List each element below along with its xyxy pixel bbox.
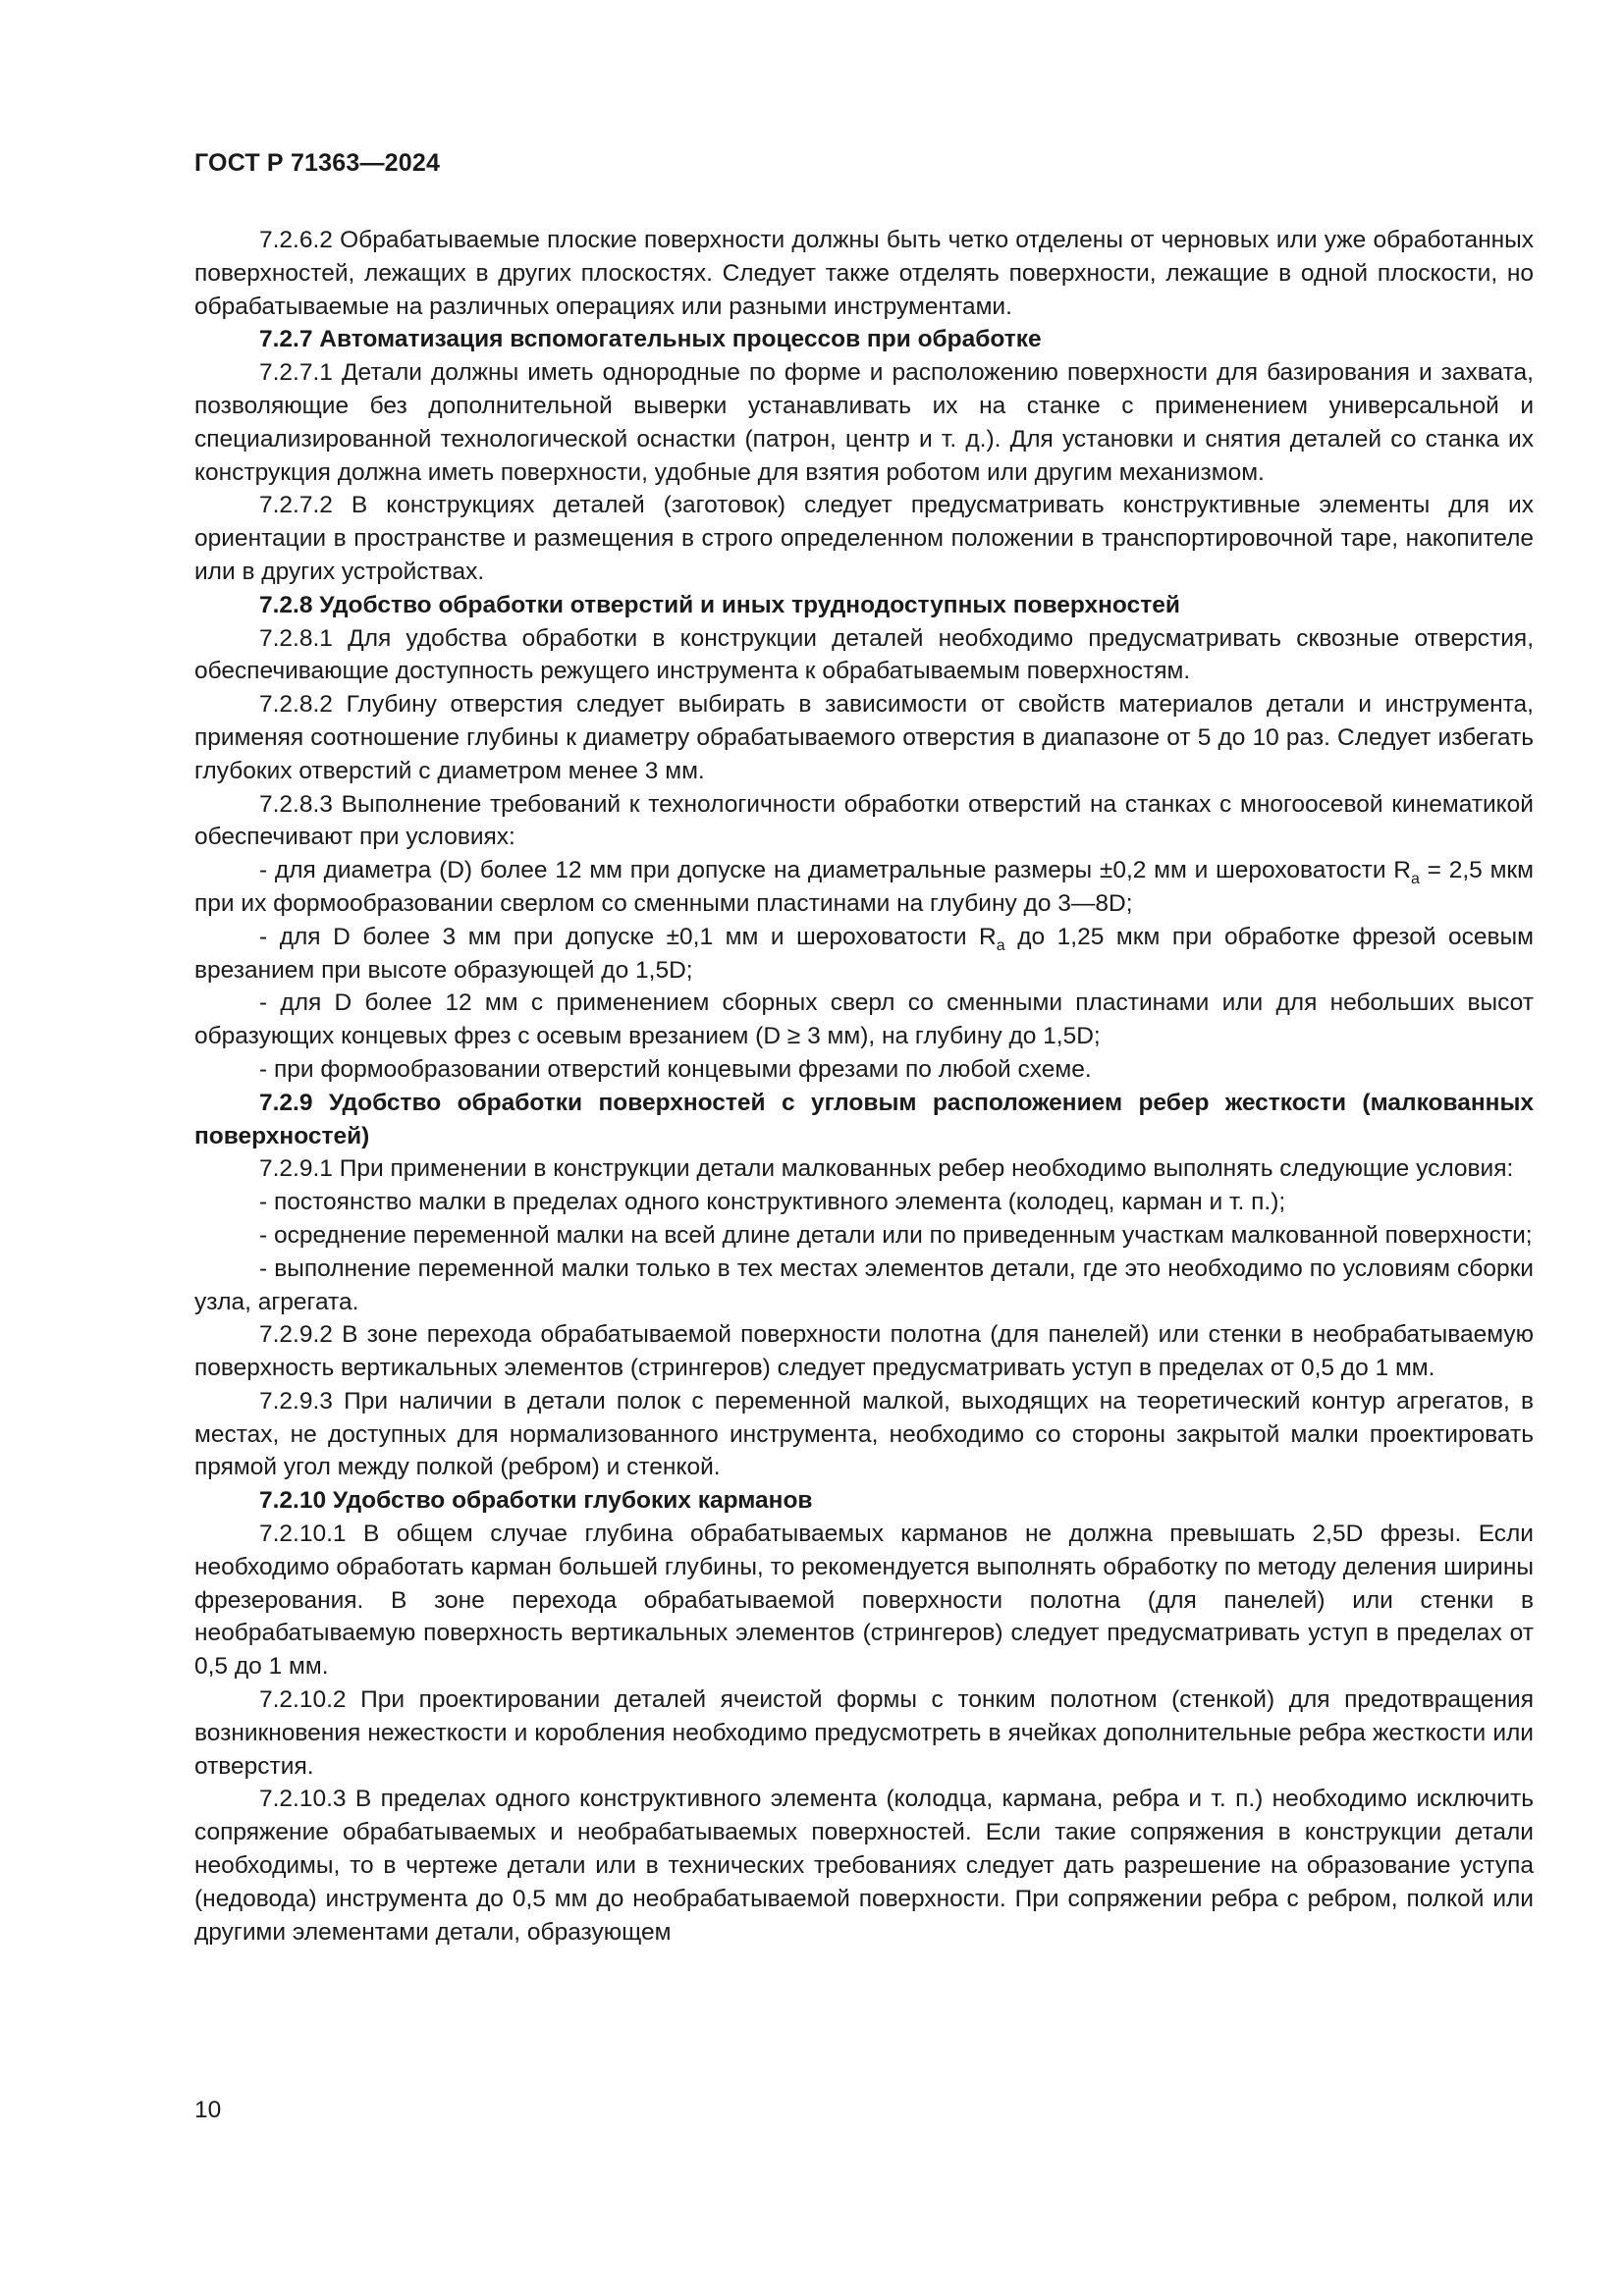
document-body xyxy=(194,224,1534,1949)
list-item-text: до 1,25 мкм при обработке фрезой осевым врезанием при высоте образующей до 1,5D; xyxy=(194,923,1535,984)
list-item-diameter-12mm xyxy=(194,854,1534,921)
subscript: a xyxy=(1410,871,1420,888)
list-item-averaging-bevel: - осреднение переменной малки на всей длине детали или по приведенным участкам малкованной поверхности; xyxy=(259,1221,1533,1249)
paragraph-7-2-9-2: 7.2.9.2 В зоне перехода обрабатываемой поверхности полотна (для панелей) или стенки в необрабатываемую поверхность вертикальных элементов (стрингеров) следует предусматривать уступ в пределах от 0,5 до 1 мм. xyxy=(194,1321,1534,1382)
subscript: a xyxy=(996,936,1005,954)
list-item-text: - для диаметра (D) более 12 мм при допуске на диаметральные размеры ±0,2 мм и шероховатости R xyxy=(259,857,1411,884)
paragraph-7-2-8-3: 7.2.8.3 Выполнение требований к технологичности обработки отверстий на станках с многоосевой кинематикой обеспечивают при условиях: xyxy=(194,790,1534,851)
list-item-d-12mm-drills: - для D более 12 мм с применением сборных сверл со сменными пластинами или для небольших высот образующих концевых фрез с осевым врезанием (D ≥ 3 мм), на глубину до 1,5D; xyxy=(194,989,1534,1050)
paragraph-7-2-9-3: 7.2.9.3 При наличии в детали полок с переменной малкой, выходящих на теоретический контур агрегатов, в местах, не доступных для нормализованного инструмента, необходимо со стороны закрытой малки проектировать прямой угол между полкой (ребром) и стенкой. xyxy=(194,1387,1534,1481)
list-item-variable-bevel: - выполнение переменной малки только в тех местах элементов детали, где это необходимо по условиям сборки узла, агрегата. xyxy=(194,1255,1534,1315)
paragraph-7-2-7-2: 7.2.7.2 В конструкциях деталей (заготовок) следует предусматривать конструктивные элементы для их ориентации в пространстве и размещения в строго определенном положении в транспортировочной таре, накопителе или в других устройствах. xyxy=(194,492,1534,585)
paragraph-7-2-10-2: 7.2.10.2 При проектировании деталей ячеистой формы с тонким полотном (стенкой) для предотвращения возникновения нежесткости и коробления необходимо предусмотреть в ячейках дополнительные ребра жесткости или отверстия. xyxy=(194,1686,1534,1780)
list-item-text: - для D более 3 мм при допуске ±0,1 мм и шероховатости R xyxy=(259,923,997,950)
page-number: 10 xyxy=(194,2097,222,2123)
list-item-text: = 2,5 мкм при их формообразовании сверлом со сменными пластинами на глубину до 3—8D; xyxy=(194,857,1534,917)
paragraph-7-2-8-1: 7.2.8.1 Для удобства обработки в конструкции деталей необходимо предусматривать сквозные отверстия, обеспечивающие доступность режущего инструмента к обрабатываемым поверхностям. xyxy=(194,624,1534,685)
paragraph-7-2-6-2: 7.2.6.2 Обрабатываемые плоские поверхности должны быть четко отделены от черновых или уже обработанных поверхностей, лежащих в других плоскостях. Следует также отделять поверхности, лежащие в одной плоскости, но обрабатываемые на различных операциях или разными инструментами. xyxy=(194,227,1534,320)
paragraph-7-2-10-1: 7.2.10.1 В общем случае глубина обрабатываемых карманов не должна превышать 2,5D фрезы. Если необходимо обработать карман большей глубины, то рекомендуется выполнять обработку по методу деления ширины фрезерования. В зоне перехода обрабатываемой поверхности полотна (для панелей) или стенки в необрабатываемую поверхность вертикальных элементов (стрингеров) следует предусматривать уступ в пределах от 0,5 до 1 мм. xyxy=(194,1521,1534,1681)
list-item-end-mills: - при формообразовании отверстий концевыми фрезами по любой схеме. xyxy=(259,1055,1092,1083)
paragraph-7-2-8-2: 7.2.8.2 Глубину отверстия следует выбирать в зависимости от свойств материалов детали и инструмента, применяя соотношение глубины к диаметру обрабатываемого отверстия в диапазоне от 5 до 10 раз. Следует избегать глубоких отверстий с диаметром менее 3 мм. xyxy=(194,691,1534,784)
section-heading-7-2-7: 7.2.7 Автоматизация вспомогательных процессов при обработке xyxy=(259,326,1042,353)
section-heading-7-2-10: 7.2.10 Удобство обработки глубоких карманов xyxy=(259,1487,813,1515)
list-item-constant-bevel: - постоянство малки в пределах одного конструктивного элемента (колодец, карман и т. п.); xyxy=(259,1189,1286,1216)
section-heading-7-2-9: 7.2.9 Удобство обработки поверхностей с угловым расположением ребер жесткости (малкованных поверхностей) xyxy=(194,1089,1534,1149)
list-item-d-3mm xyxy=(194,921,1534,988)
paragraph-7-2-7-1: 7.2.7.1 Детали должны иметь однородные по форме и расположению поверхности для базирования и захвата, позволяющие без дополнительной выверки устанавливать их на станке с применением универсальной и специализированной технологической оснастки (патрон, центр и т. д.). Для установки и снятия деталей со станка их конструкция должна иметь поверхности, удобные для взятия роботом или другим механизмом. xyxy=(194,359,1534,486)
document-id-header: ГОСТ Р 71363—2024 xyxy=(194,149,441,177)
paragraph-7-2-9-1: 7.2.9.1 При применении в конструкции детали малкованных ребер необходимо выполнять следующие условия: xyxy=(259,1155,1514,1183)
paragraph-7-2-10-3: 7.2.10.3 В пределах одного конструктивного элемента (колодца, кармана, ребра и т. п.) необходимо исключить сопряжение обрабатываемых и необрабатываемых поверхностей. Если такие сопряжения в конструкции детали необходимы, то в чертеже детали или в технических требованиях следует дать разрешение на образование уступа (недовода) инструмента до 0,5 мм до необрабатываемой поверхности. При сопряжении ребра с ребром, полкой или другими элементами детали, образующем xyxy=(194,1786,1534,1946)
section-heading-7-2-8: 7.2.8 Удобство обработки отверстий и иных труднодоступных поверхностей xyxy=(259,591,1180,618)
